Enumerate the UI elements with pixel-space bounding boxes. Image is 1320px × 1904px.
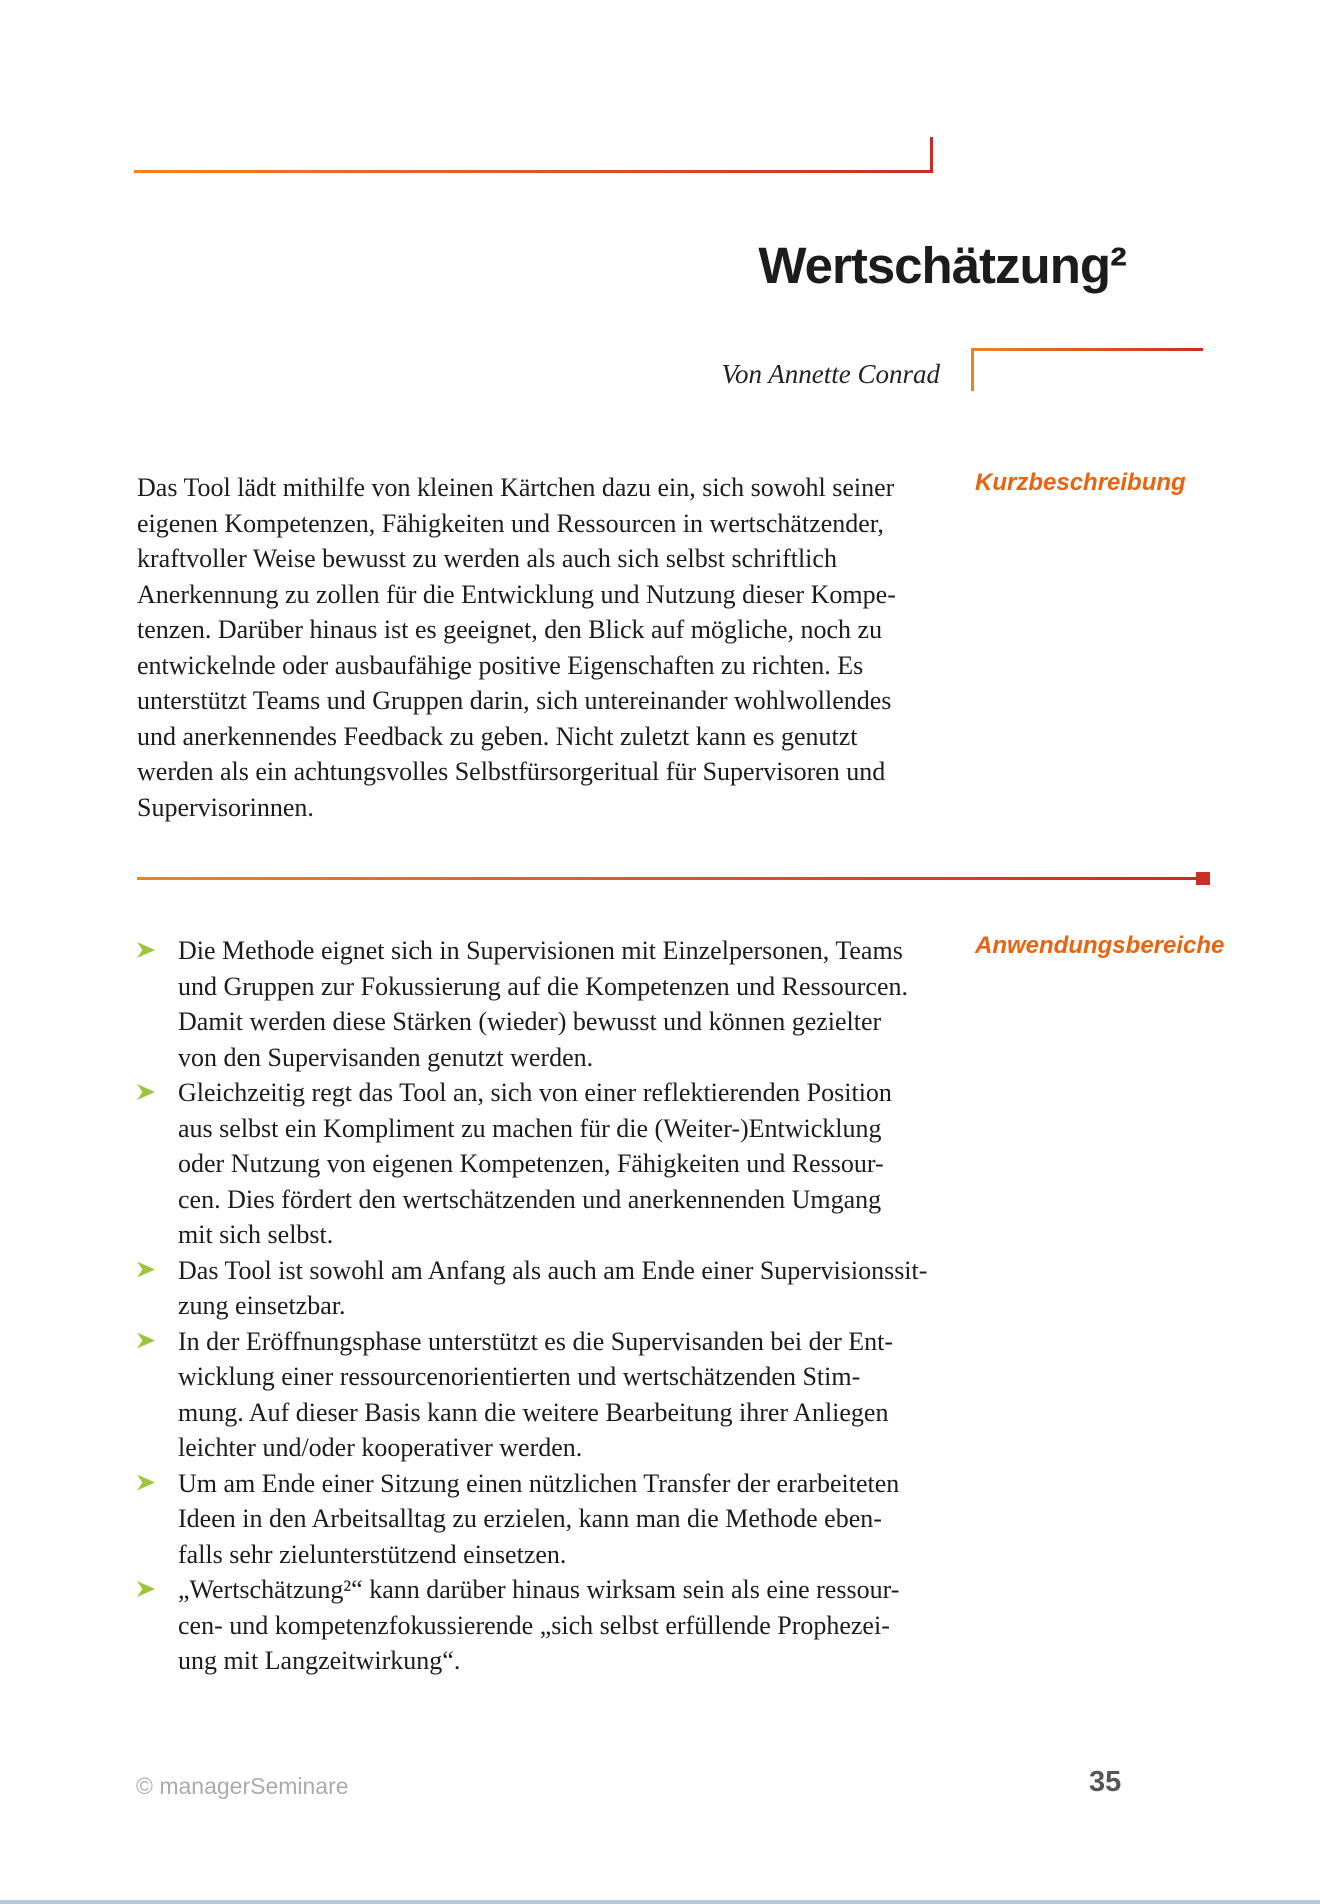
- top-rule: [134, 170, 933, 173]
- list-item-text: In der Eröffnungsphase unterstützt es die Supervisanden bei der Ent- wicklung einer ressourcenorientierten und wertschätzenden Stim- mung. Auf dieser Basis kann die weitere Bearbeitung ihrer Anliegen leichter und/oder kooperativer werden.: [178, 1326, 894, 1462]
- section-divider: [137, 877, 1197, 880]
- list-item-text: Um am Ende einer Sitzung einen nützlichen Transfer der erarbeiteten Ideen in den Arbeitsalltag zu erzielen, kann man die Methode eben- falls sehr zielunterstützend einsetzen.: [178, 1468, 900, 1569]
- copyright-notice: © managerSeminare: [136, 1773, 349, 1799]
- list-item: [137, 933, 967, 1075]
- arrow-bullet-icon: [137, 1581, 155, 1597]
- paragraph-line: entwickelnde oder ausbaufähige positive Eigenschaften zu richten. Es: [137, 650, 864, 680]
- paragraph-line: unterstützt Teams und Gruppen darin, sich untereinander wohlwollendes: [137, 686, 892, 715]
- page-bottom-edge: [0, 1900, 1320, 1904]
- arrow-bullet-icon: [137, 1475, 155, 1491]
- arrow-bullet-icon: [137, 1262, 155, 1278]
- paragraph-line: und anerkennendes Feedback zu geben. Nicht zuletzt kann es genutzt: [137, 721, 858, 751]
- list-item: [137, 1572, 967, 1679]
- top-rule-corner-tick: [930, 137, 933, 173]
- author-bracket-horizontal: [971, 348, 1203, 351]
- page-number: 35: [1089, 1766, 1122, 1798]
- list-item-text: Gleichzeitig regt das Tool an, sich von einer reflektierenden Position aus selbst ein Kompliment zu machen für die (Weiter-)Entwicklung oder Nutzung von eigenen Kompetenzen, Fähigkeiten und Ressour- cen. Dies fördert den wertschätzenden und anerkennenden Umgang mit sich selbst.: [178, 1078, 892, 1249]
- paragraph-line: Anerkennung zu zollen für die Entwicklung und Nutzung dieser Kompe-: [137, 579, 896, 609]
- list-item-text: Das Tool ist sowohl am Anfang als auch am Ende einer Supervisionssit- zung einsetzbar.: [178, 1255, 928, 1320]
- paragraph-line: werden als ein achtungsvolles Selbstfürsorgeritual für Supervisoren und: [137, 757, 886, 786]
- paragraph-line: kraftvoller Weise bewusst zu werden als auch sich selbst schriftlich: [137, 544, 837, 573]
- anwendungsbereiche-label: Anwendungsbereiche: [975, 932, 1225, 959]
- paragraph-line: Das Tool lädt mithilfe von kleinen Kärtchen dazu ein, sich sowohl seiner: [137, 473, 895, 502]
- arrow-bullet-icon: [137, 1084, 155, 1100]
- list-item: [137, 1466, 967, 1573]
- list-item: [137, 1324, 967, 1466]
- anwendungsbereiche-list: [137, 933, 967, 1679]
- kurzbeschreibung-label: Kurzbeschreibung: [975, 469, 1186, 496]
- divider-end-square: [1196, 872, 1210, 885]
- paragraph-line: Supervisorinnen.: [137, 792, 314, 822]
- list-item-text: „Wertschätzung²“ kann darüber hinaus wirksam sein als eine ressour- cen- und kompetenzfokussierende „sich selbst erfüllende Prophezei- ung mit Langzeitwirkung“.: [178, 1575, 900, 1675]
- arrow-bullet-icon: [137, 942, 155, 958]
- paragraph-line: eigenen Kompetenzen, Fähigkeiten und Ressourcen in wertschätzender,: [137, 508, 884, 538]
- paragraph-line: tenzen. Darüber hinaus ist es geeignet, den Blick auf mögliche, noch zu: [137, 615, 883, 644]
- list-item-text: Die Methode eignet sich in Supervisionen mit Einzelpersonen, Teams und Gruppen zur Fokussierung auf die Kompetenzen und Ressourcen. Damit werden diese Stärken (wieder) bewusst und können gezielter von den Supervisanden genutzt werden.: [178, 936, 908, 1072]
- kurzbeschreibung-paragraph: [137, 470, 949, 825]
- list-item: [137, 1253, 967, 1324]
- author-bracket-vertical: [971, 348, 974, 391]
- page-title: Wertschätzung²: [758, 237, 1126, 294]
- list-item: [137, 1075, 967, 1253]
- arrow-bullet-icon: [137, 1333, 155, 1349]
- author-line: Von Annette Conrad: [721, 359, 940, 389]
